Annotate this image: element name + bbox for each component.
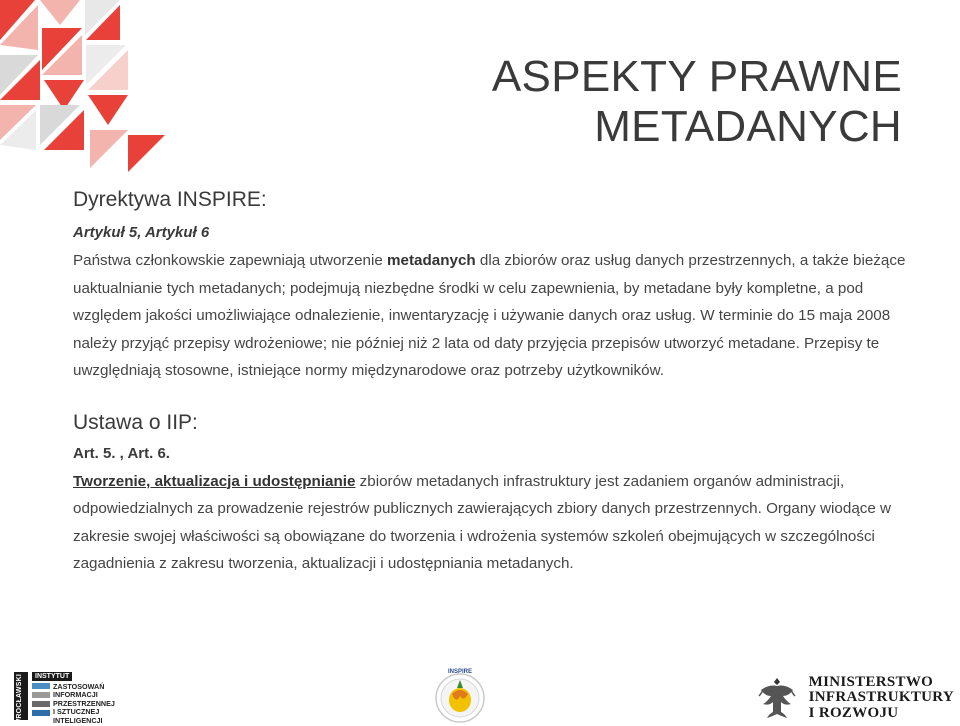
institute-color-bars — [32, 683, 50, 725]
institute-name — [53, 683, 115, 725]
inspire-logo-text: INSPIRE — [447, 669, 473, 675]
institute-line-4: I SZTUCZNEJ — [53, 707, 100, 717]
paragraph-inspire — [73, 247, 913, 385]
institute-line-3: PRZESTRZENNEJ — [53, 698, 115, 708]
ministry-line-2: INFRASTRUKTURY — [808, 689, 954, 706]
paragraph-inspire-bold: metadanych — [387, 252, 476, 269]
paragraph-inspire-start: Państwa członkowskie zapewniają utworzenie — [73, 252, 388, 269]
page-title — [342, 52, 902, 152]
institute-vertical-text: WROCŁAWSKI — [16, 674, 23, 726]
main-content — [73, 186, 913, 578]
paragraph-ustawa-bold — [73, 473, 355, 490]
institute-line-1: ZASTOSOWAŃ — [53, 682, 105, 691]
ministry-line-3: I ROZWOJU — [808, 704, 899, 721]
section-heading-inspire: Dyrektywa INSPIRE: — [73, 188, 267, 211]
institute-line-2: INFORMACJI — [53, 690, 98, 700]
paragraph-ustawa — [73, 468, 913, 578]
institute-label: INSTYTUT — [32, 672, 72, 681]
ministry-name — [809, 675, 954, 722]
corner-geometric-ornament — [0, 0, 170, 175]
paragraph-inspire-rest: dla zbiorów oraz usług danych przestrzennych, a także bieżące uaktualnianie tych metadanych; podejmują niezbędne środki w celu zapewnienia, by metadane były kompletne, a pod względem jakości umożliwiające odnalezienie, inwentaryzację i używanie danych oraz usług. W terminie do 15 maja 2008 należy przyjąć przepisy wdrożeniowe; nie później niż 2 lata od daty przyjęcia przepisów utworzyć metadane. Przepisy te uwzględniają stosowne, istniejące normy międzynarodowe oraz potrzeby użytkowników. — [73, 252, 906, 379]
title-line-2: METADANYCH — [594, 102, 902, 151]
article-reference-inspire: Artykuł 5, Artykuł 6 — [73, 224, 210, 241]
institute-logo — [14, 672, 115, 725]
footer-logos — [0, 658, 960, 726]
institute-logo-box — [32, 672, 115, 725]
ministry-logo — [755, 674, 954, 722]
inspire-logo — [430, 666, 490, 726]
paragraph-ustawa-bold-text: Tworzenie, aktualizacja i udostępnianie — [73, 472, 356, 490]
article-reference-ustawa: Art. 5. , Art. 6. — [73, 444, 170, 462]
section-ustawa — [73, 409, 913, 578]
institute-logo-bar — [14, 672, 28, 726]
ministry-line-1: MINISTERSTWO — [808, 673, 934, 690]
paragraph-ustawa-rest: zbiorów metadanych infrastruktury jest zadaniem organów administracji, odpowiedzialnych za prowadzenie rejestrów publicznych zawierających zbiory danych przestrzennych. Organy wiodące w zakresie swojej właściwości są obowiązane do tworzenia i wdrożenia systemów szkoleń obejmujących w szczególności zagadnienia z zakresu tworzenia, aktualizacji i udostępniania metadanych. — [73, 472, 891, 572]
institute-line-5: INTELIGENCJI — [53, 715, 103, 725]
polish-eagle-emblem — [755, 674, 799, 722]
section-heading-ustawa: Ustawa o IIP: — [73, 410, 198, 434]
title-line-1: ASPEKTY PRAWNE — [491, 52, 902, 101]
institute-logo-lines — [32, 683, 115, 725]
